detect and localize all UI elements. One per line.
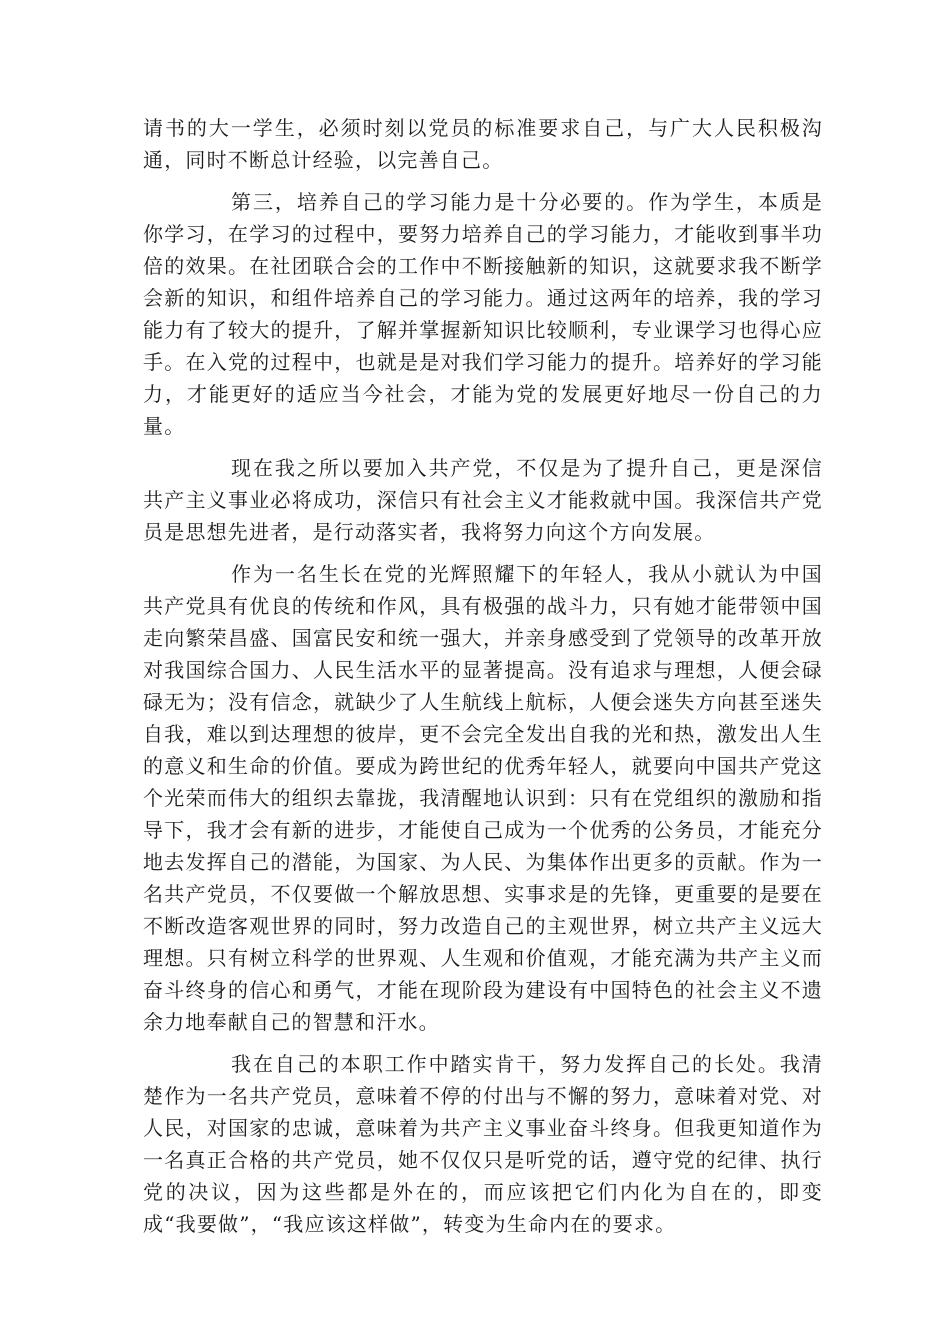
paragraph-continuation: 请书的大一学生，必须时刻以党员的标准要求自己，与广大人民积极沟通，同时不断总计经验，以完善自己。: [143, 116, 823, 172]
paragraph-learning-ability: 第三，培养自己的学习能力是十分必要的。作为学生，本质是你学习，在学习的过程中，要努力培养自己的学习能力，才能收到事半功倍的效果。在社团联合会的工作中不断接触新的知识，这就要求我不断学会新的知识，和组件培养自己的学习能力。通过这两年的培养，我的学习能力有了较大的提升，了解并掌握新知识比较顺利，专业课学习也得心应手。在入党的过程中，也就是是对我们学习能力的提升。培养好的学习能力，才能更好的适应当今社会，才能为党的发展更好地尽一份自己的力量。: [143, 190, 823, 438]
paragraph-joining-reason: 现在我之所以要加入共产党，不仅是为了提升自己，更是深信共产主义事业必将成功，深信只有社会主义才能救就中国。我深信共产党员是思想先进者，是行动落实者，我将努力向这个方向发展。: [143, 456, 823, 544]
paragraph-young-person: 作为一名生长在党的光辉照耀下的年轻人，我从小就认为中国共产党具有优良的传统和作风，具有极强的战斗力，只有她才能带领中国走向繁荣昌盛、国富民安和统一强大，并亲身感受到了党领导的改革开放对我国综合国力、人民生活水平的显著提高。没有追求与理想，人便会碌碌无为；没有信念，就缺少了人生航线上航标，人便会迷失方向甚至迷失自我，难以到达理想的彼岸，更不会完全发出自我的光和热，激发出人生的意义和生命的价值。要成为跨世纪的优秀年轻人，就要向中国共产党这个光荣而伟大的组织去靠拢，我清醒地认识到：只有在党组织的激励和指导下，我才会有新的进步，才能使自己成为一个优秀的公务员，才能充分地去发挥自己的潜能，为国家、为人民、为集体作出更多的贡献。作为一名共产党员，不仅要做一个解放思想、实事求是的先锋，更重要的是要在不断改造客观世界的同时，努力改造自己的主观世界，树立共产主义远大理想。只有树立科学的世界观、人生观和价值观，才能充满为共产主义而奋斗终身的信心和勇气，才能在现阶段为建设有中国特色的社会主义不遗余力地奉献自己的智慧和汗水。: [143, 562, 823, 1034]
document-body: [143, 112, 823, 1250]
paragraph-work-attitude: 我在自己的本职工作中踏实肯干，努力发挥自己的长处。我清楚作为一名共产党员，意味着不停的付出与不懈的努力，意味着对党、对人民，对国家的忠诚，意味着为共产主义事业奋斗终身。但我更知道作为一名真正合格的共产党员，她不仅仅只是听党的话，遵守党的纪律、执行党的决议，因为这些都是外在的，而应该把它们内化为自在的，即变成“我要做”，“我应该这样做”，转变为生命内在的要求。: [143, 1052, 823, 1236]
